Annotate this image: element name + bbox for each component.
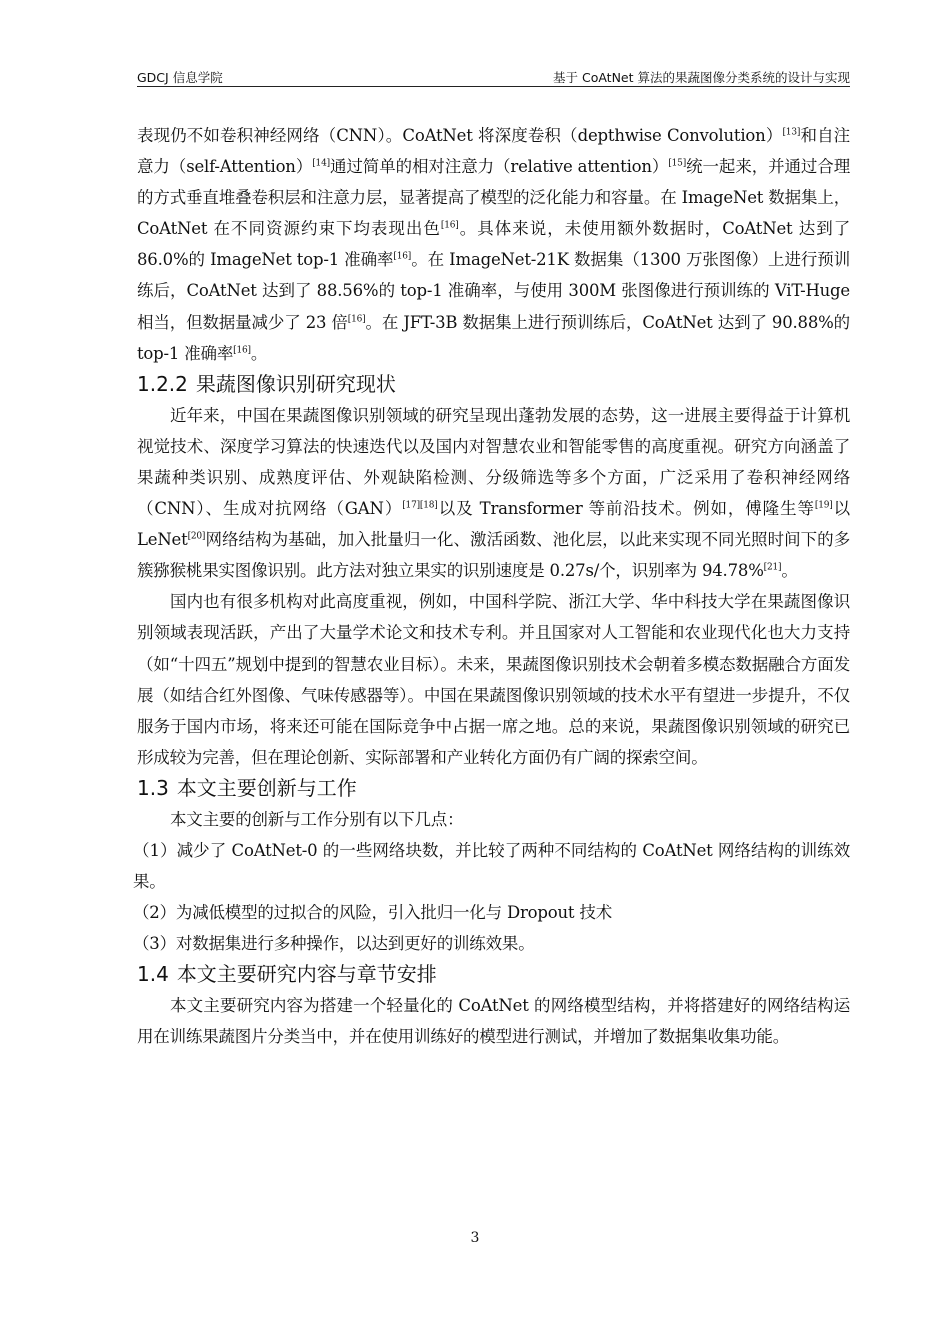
list-item-2: （2）为减低模型的过拟合的风险，引入批归一化与 Dropout 技术	[133, 903, 612, 923]
intro-text-8: 。	[250, 343, 268, 363]
section-heading-1-3	[137, 773, 850, 804]
page-number: 3	[470, 1230, 480, 1246]
paragraph-text: 以及 Transformer 等前沿技术。例如，傅隆生等	[437, 499, 815, 519]
intro-paragraph	[137, 120, 850, 369]
intro-text-3: 通过简单的相对注意力（relative attention）	[329, 157, 669, 177]
section-number: 1.2.2	[137, 371, 188, 396]
section-number: 1.3	[137, 775, 169, 800]
section-title: 本文主要研究内容与章节安排	[176, 962, 437, 987]
paragraph-text: 以 LeNet	[137, 499, 850, 550]
citation: [20]	[187, 531, 206, 542]
paragraph-text: 网络结构为基础，加入批量归一化、激活函数、池化层，以此来实现不同光照时间下的多簇猕猴桃果实图像识别。此方法对独立果实的识别速度是 0.27s/个，识别率为 94.78%	[137, 530, 850, 581]
section-heading-1-2-2	[137, 369, 850, 400]
citation: [14]	[312, 158, 330, 169]
citation: [16]	[233, 345, 251, 356]
citation: [13]	[782, 127, 801, 138]
citation: [17][18]	[402, 500, 438, 511]
header-thesis-title: 基于 CoAtNet 算法的果蔬图像分类系统的设计与实现	[553, 70, 850, 85]
citation: [16]	[347, 314, 366, 325]
citation: [16]	[393, 251, 412, 262]
citation: [15]	[668, 158, 687, 169]
section-number: 1.4	[137, 962, 169, 987]
paragraph-text: 近年来，中国在果蔬图像识别领域的研究呈现出蓬勃发展的态势，这一进展主要得益于计算机视觉技术、深度学习算法的快速迭代以及国内对智慧农业和智能零售的高度重视。研究方向涵盖了果蔬种类识别、成熟度评估、外观缺陷检测、分级筛选等多个方面，广泛采用了卷积神经网络（CNN）、生成对抗网络（GAN）	[137, 405, 850, 519]
citation: [21]	[763, 562, 782, 573]
paragraph-domestic-institutions: 国内也有很多机构对此高度重视，例如，中国科学院、浙江大学、华中科技大学在果蔬图像识别领域表现活跃，产出了大量学术论文和技术专利。并且国家对人工智能和农业现代化也大力支持（如“十四五”规划中提到的智慧农业目标）。未来，果蔬图像识别技术会朝着多模态数据融合方面发展（如结合红外图像、气味传感器等）。中国在果蔬图像识别领域的技术水平有望进一步提升，不仅服务于国内市场，将来还可能在国际竞争中占据一席之地。总的来说，果蔬图像识别领域的研究已形成较为完善，但在理论创新、实际部署和产业转化方面仍有广阔的探索空间。	[137, 592, 850, 767]
citation: [16]	[440, 220, 459, 231]
intro-text-5: 。具体来说，未使用额外数据时，CoAtNet 达到了 86.0%的 ImageNet top-1 准确率	[137, 219, 850, 270]
page-header	[137, 66, 850, 86]
citation: [19]	[814, 500, 833, 511]
header-institution: GDCJ 信息学院	[137, 70, 223, 85]
section-title: 果蔬图像识别研究现状	[195, 371, 396, 396]
page-body	[133, 120, 850, 1053]
section-heading-1-4	[137, 959, 850, 990]
paragraph-text: 。	[781, 561, 798, 581]
intro-text-7: 。在 JFT-3B 数据集上进行预训练后，CoAtNet 达到了 90.88%的 top-1 准确率	[137, 312, 850, 363]
paragraph-research-content: 本文主要研究内容为搭建一个轻量化的 CoAtNet 的网络模型结构，并将搭建好的网络结构运用在训练果蔬图片分类当中，并在使用训练好的模型进行测试，并增加了数据集收集功能。	[137, 996, 850, 1047]
paragraph-innovation-lead: 本文主要的创新与工作分别有以下几点：	[170, 809, 464, 829]
paragraph-research-status	[137, 400, 850, 587]
intro-text-6: 。在 ImageNet-21K 数据集（1300 万张图像）上进行预训练后，CoAtNet 达到了 88.56%的 top-1 准确率，与使用 300M 张图像进行预训练的 ViT-Huge 相当，但数据量减少了 23 倍	[137, 250, 850, 332]
intro-text-4: 统一起来，并通过合理的方式垂直堆叠卷积层和注意力层，显著提高了模型的泛化能力和容量。在 ImageNet 数据集上，CoAtNet 在不同资源约束下均表现出色	[137, 157, 850, 239]
intro-text-1: 表现仍不如卷积神经网络（CNN）。CoAtNet 将深度卷积（depthwise Convolution）	[137, 126, 783, 145]
section-title: 本文主要创新与工作	[176, 775, 357, 800]
header-rule	[137, 86, 850, 87]
list-item-3: （3）对数据集进行多种操作，以达到更好的训练效果。	[133, 934, 535, 954]
list-item-1: （1）减少了 CoAtNet-0 的一些网络块数，并比较了两种不同结构的 CoAtNet 网络结构的训练效果。	[133, 840, 850, 892]
intro-text-2: 和自注意力（self-Attention）	[137, 126, 850, 177]
